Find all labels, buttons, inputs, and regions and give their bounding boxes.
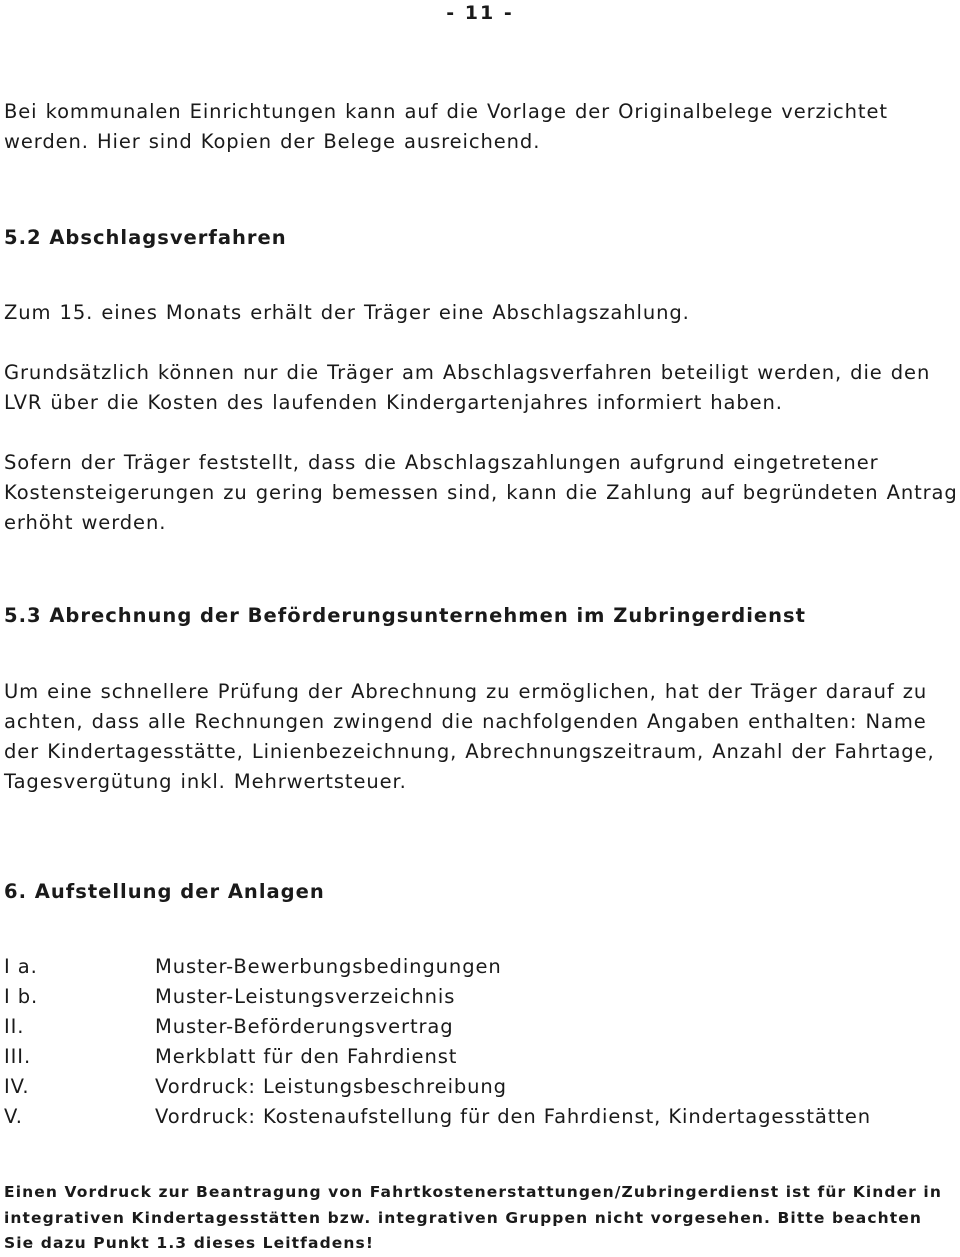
attachment-label: Muster-Bewerbungsbedingungen	[155, 955, 502, 978]
heading-5-3: 5.3 Abrechnung der Beförderungsunternehmen im Zubringerdienst	[4, 604, 806, 627]
paragraph-abschlagszahlung: Zum 15. eines Monats erhält der Träger eine Abschlagszahlung.	[4, 301, 690, 324]
heading-6: 6. Aufstellung der Anlagen	[4, 880, 325, 903]
paragraph-kostensteigerungen: Sofern der Träger feststellt, dass die Abschlagszahlungen aufgrund eingetretener Kostensteigerungen zu gering bemessen sind, kann die Zahlung auf begründeten Antrag erhöht werden.	[4, 451, 958, 534]
attachment-number: III.	[4, 1045, 32, 1068]
paragraph-rechnungsangaben: Um eine schnellere Prüfung der Abrechnung zu ermöglichen, hat der Träger darauf zu achten, dass alle Rechnungen zwingend die nachfolgenden Angaben enthalten: Name der Kindertagesstätte, Linienbezeichnung, Abrechnungszeitraum, Anzahl der Fahrtage, Tagesvergütung inkl. Mehrwertsteuer.	[4, 680, 935, 793]
attachment-label: Muster-Beförderungsvertrag	[155, 1015, 454, 1038]
attachment-item	[4, 1042, 954, 1072]
attachment-label: Vordruck: Leistungsbeschreibung	[155, 1075, 507, 1098]
attachment-item	[4, 1072, 954, 1102]
attachment-number: II.	[4, 1015, 25, 1038]
heading-5-2: 5.2 Abschlagsverfahren	[4, 226, 287, 249]
attachment-number: V.	[4, 1105, 23, 1128]
attachment-item	[4, 1012, 954, 1042]
attachment-item	[4, 952, 954, 982]
attachment-label: Muster-Leistungsverzeichnis	[155, 985, 456, 1008]
attachment-number: I b.	[4, 985, 39, 1008]
paragraph-originalbelege: Bei kommunalen Einrichtungen kann auf die Vorlage der Originalbelege verzichtet werden. Hier sind Kopien der Belege ausreichend.	[4, 100, 888, 153]
attachment-list	[4, 952, 954, 1132]
attachment-number: I a.	[4, 955, 38, 978]
footnote: Einen Vordruck zur Beantragung von Fahrtkostenerstattungen/Zubringerdienst ist für Kinder in integrativen Kindertagesstätten bzw. integrativen Gruppen nicht vorgesehen. Bitte beachten Sie dazu Punkt 1.3 dieses Leitfadens!	[4, 1183, 942, 1252]
attachment-number: IV.	[4, 1075, 30, 1098]
page-number: - 11 -	[446, 2, 514, 24]
attachment-item	[4, 982, 954, 1012]
attachment-item	[4, 1102, 954, 1132]
attachment-label: Vordruck: Kostenaufstellung für den Fahrdienst, Kindertagesstätten	[155, 1105, 872, 1128]
attachment-label: Merkblatt für den Fahrdienst	[155, 1045, 458, 1068]
paragraph-abschlagsverfahren: Grundsätzlich können nur die Träger am Abschlagsverfahren beteiligt werden, die den LVR über die Kosten des laufenden Kindergartenjahres informiert haben.	[4, 361, 931, 414]
